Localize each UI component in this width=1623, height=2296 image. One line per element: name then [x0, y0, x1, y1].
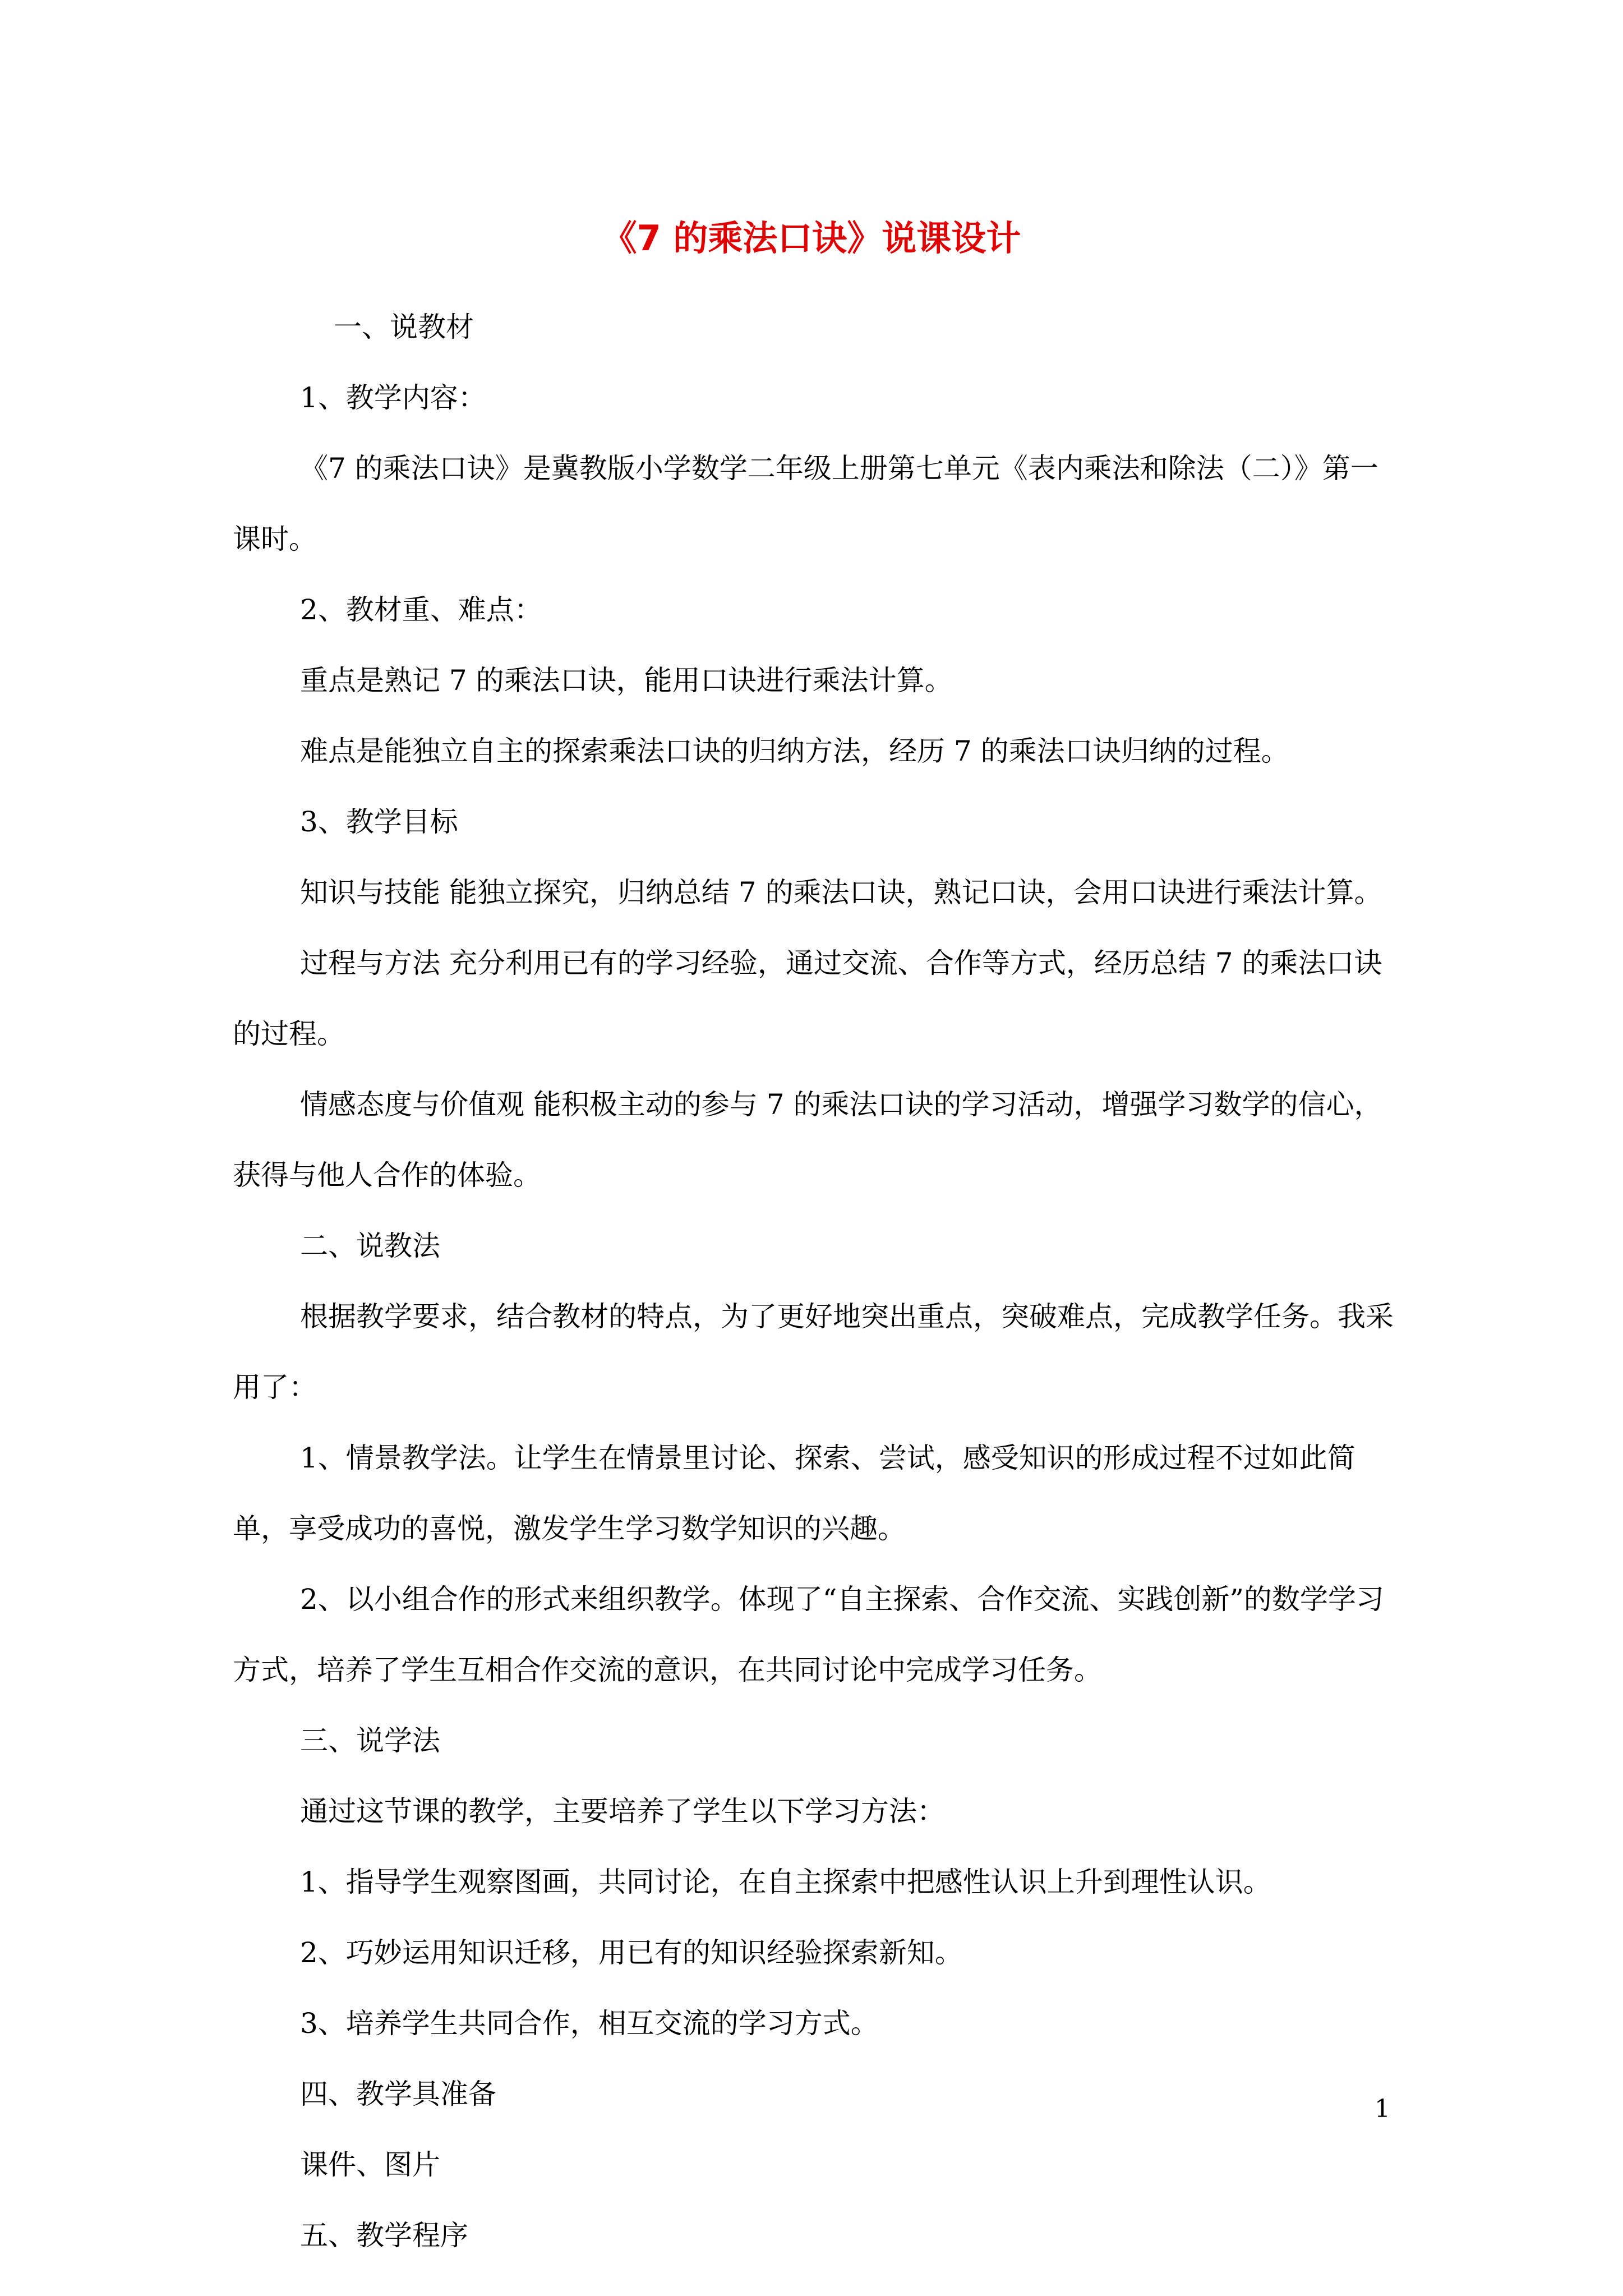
paragraph-goal-knowledge: 知识与技能 能独立探究，归纳总结 7 的乘法口诀，熟记口诀，会用口诀进行乘法计算。 [300, 876, 1382, 909]
subheading-key-points: 2、教材重、难点： [300, 593, 542, 626]
paragraph-learning-2: 2、巧妙运用知识迁移，用已有的知识经验探索新知。 [300, 1936, 963, 1969]
paragraph-goal-process: 过程与方法 充分利用已有的学习经验，通过交流、合作等方式，经历总结 7 的乘法口诀的过程。 [233, 947, 1382, 1050]
section-heading-procedure: 五、教学程序 [300, 2219, 468, 2252]
paragraph-goal-attitude: 情感态度与价值观 能积极主动的参与 7 的乘法口诀的学习活动，增强学习数学的信心，获得与他人合作的体验。 [233, 1088, 1382, 1191]
section-heading-teaching-method: 二、说教法 [300, 1230, 440, 1262]
paragraph-learning-intro: 通过这节课的教学，主要培养了学生以下学习方法： [300, 1795, 945, 1828]
section-heading-materials: 四、教学具准备 [300, 2078, 496, 2110]
paragraph-method-intro: 根据教学要求，结合教材的特点，为了更好地突出重点，突破难点，完成教学任务。我采用了： [233, 1300, 1394, 1404]
paragraph-learning-3: 3、培养学生共同合作，相互交流的学习方式。 [300, 2007, 879, 2040]
paragraph-content-description: 《7 的乘法口诀》是冀教版小学数学二年级上册第七单元《表内乘法和除法（二）》第一课时。 [233, 452, 1378, 555]
document-body [233, 292, 1399, 2271]
section-heading-textbook: 一、说教材 [334, 311, 474, 343]
subheading-teaching-content: 1、教学内容： [300, 381, 486, 414]
section-heading-learning-method: 三、说学法 [300, 1724, 440, 1757]
document-title: 《7 的乘法口诀》说课设计 [602, 218, 1021, 259]
paragraph-materials: 课件、图片 [300, 2148, 440, 2181]
paragraph-key-point: 重点是熟记 7 的乘法口诀，能用口诀进行乘法计算。 [300, 664, 953, 697]
paragraph-method-group: 2、以小组合作的形式来组织教学。体现了“自主探索、合作交流、实践创新”的数学学习方式，培养了学生互相合作交流的意识，在共同讨论中完成学习任务。 [233, 1583, 1384, 1686]
subheading-teaching-goals: 3、教学目标 [300, 806, 458, 838]
paragraph-method-scenario: 1、情景教学法。让学生在情景里讨论、探索、尝试，感受知识的形成过程不过如此简单，享受成功的喜悦，激发学生学习数学知识的兴趣。 [233, 1442, 1355, 1545]
paragraph-difficult-point: 难点是能独立自主的探索乘法口诀的归纳方法，经历 7 的乘法口诀归纳的过程。 [300, 735, 1289, 767]
page-number: 1 [1375, 2095, 1390, 2123]
paragraph-learning-1: 1、指导学生观察图画，共同讨论，在自主探索中把感性认识上升到理性认识。 [300, 1866, 1271, 1898]
